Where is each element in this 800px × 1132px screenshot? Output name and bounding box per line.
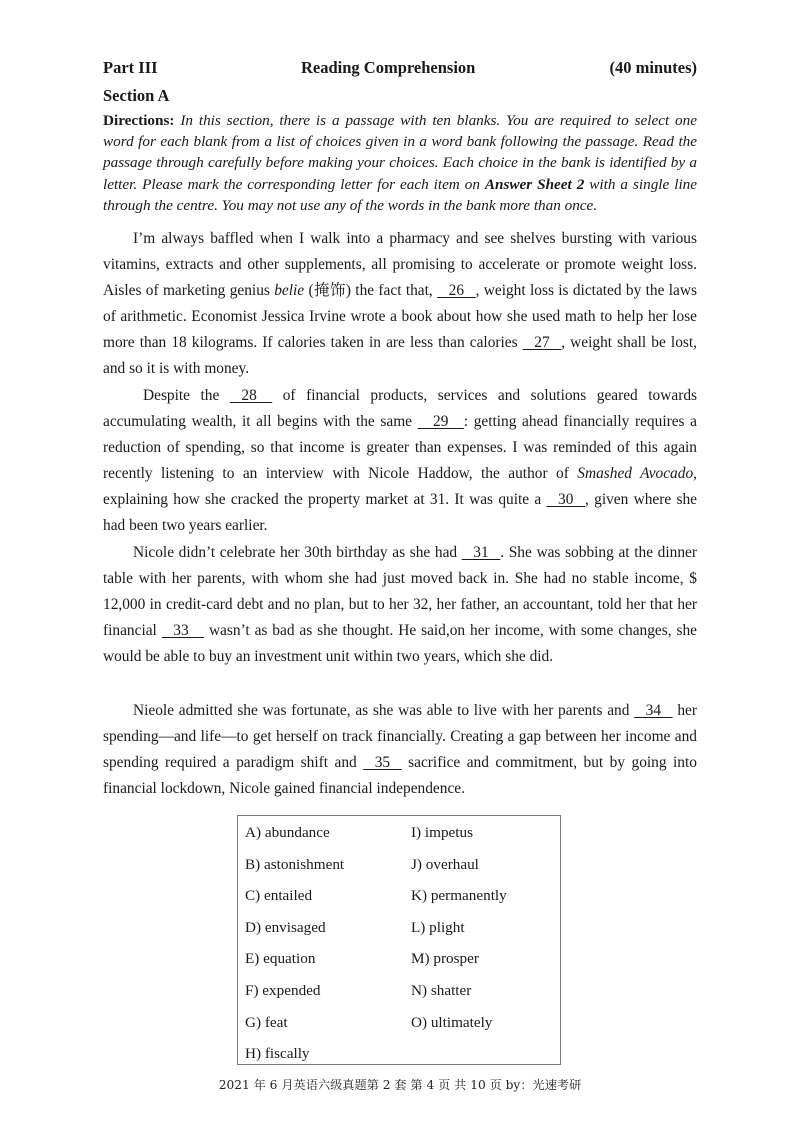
book-title: Smashed Avocado	[577, 465, 694, 482]
word-bank	[237, 815, 561, 1065]
part-header	[103, 58, 697, 80]
text: I’m always baffled when I walk into a pharmacy and see shelves bursting with various vitamins, extracts and other supplements, all promising to accelerate or promote weight loss. Aisles of marketing genius	[103, 230, 697, 299]
blank-34: 34	[634, 702, 673, 719]
text: . She was sobbing at the dinner table with her parents, with whom she had just moved back in. She had no stable income, $ 12,000 in credit-card debt and no plan, but to her 32, her father, an accountant, told her that her financial	[103, 544, 697, 639]
directions-label: Directions:	[103, 112, 175, 129]
text: , explaining how she cracked the property market at 31. It was quite a	[103, 465, 698, 508]
option-g: G) feat	[245, 1013, 288, 1031]
option-d: D) envisaged	[245, 918, 326, 936]
section-title: Section A	[103, 86, 170, 105]
option-m: M) prosper	[411, 950, 479, 968]
text: (掩饰) the fact that,	[304, 282, 438, 299]
option-b: B) astonishment	[245, 855, 345, 873]
time-limit: (40 minutes)	[609, 58, 697, 77]
passage-paragraph-3	[103, 540, 697, 670]
passage-paragraph-1	[103, 226, 697, 382]
passage-paragraph-2	[103, 383, 697, 539]
option-c: C) entailed	[245, 887, 313, 905]
text: wasn’t as bad as she thought. He said,on her income, with some changes, she would be able to buy an investment unit within two years, which she did.	[103, 622, 698, 665]
option-f: F) expended	[245, 981, 321, 999]
directions-text-2: with a single line through the centre. You may not use any of the words in the bank more than once.	[103, 175, 697, 214]
answer-sheet-ref: Answer Sheet 2	[484, 175, 585, 193]
text: her spending—and life—to get herself on track financially. Creating a gap between her income and spending required a paradigm shift and	[103, 702, 697, 771]
option-l: L) plight	[411, 918, 465, 936]
blank-26: 26	[437, 282, 476, 299]
blank-30: 30	[546, 491, 585, 508]
directions	[103, 110, 697, 216]
word-bank-right-column	[411, 822, 507, 1043]
text: , weight loss is dictated by the laws of arithmetic. Economist Jessica Irvine wrote a book about how she used math to help her lose more than 18 kilograms. If calories taken in are less than calories	[103, 282, 697, 351]
option-e: E) equation	[245, 950, 316, 968]
blank-35: 35	[363, 754, 402, 771]
part-title: Reading Comprehension	[301, 58, 476, 77]
text: sacrifice and commitment, but by going into financial lockdown, Nicole gained financial independence.	[103, 754, 697, 797]
text: , weight shall be lost, and so it is with money.	[103, 334, 698, 377]
option-i: I) impetus	[411, 824, 474, 841]
text: : getting ahead financially requires a reduction of spending, so that income is greater than expenses. I was reminded of this again recently listening to an interview with Nicole Haddow, the author of	[103, 413, 697, 482]
blank-27: 27	[522, 334, 562, 351]
blank-31: 31	[461, 544, 501, 561]
text: of financial products, services and solutions geared towards accumulating wealth, it all begins with the same	[103, 387, 698, 430]
blank-28: 28	[229, 387, 273, 404]
option-h: H) fiscally	[245, 1045, 310, 1063]
word-belie: belie	[274, 282, 305, 299]
page-footer: 2021 年 6 月英语六级真题第 2 套 第 4 页 共 10 页 by：光速考研	[218, 1078, 582, 1092]
option-k: K) permanently	[411, 887, 507, 905]
part-label: Part III	[103, 58, 158, 77]
directions-text-1: In this section, there is a passage with ten blanks. You are required to select one word for each blank from a list of choices given in a word bank following the passage. Read the passage through carefully before making your choices. Each choice in the bank is identified by a letter. Please mark the corresponding letter for each item on	[103, 112, 697, 193]
blank-29: 29	[417, 413, 464, 430]
text: Despite the	[143, 387, 230, 404]
text: Nicole didn’t celebrate her 30th birthday as she had	[133, 544, 462, 561]
text: Nieole admitted she was fortunate, as she was able to live with her parents and	[133, 702, 635, 719]
option-a: A) abundance	[245, 824, 330, 841]
option-n: N) shatter	[411, 981, 472, 999]
word-bank-left-column	[245, 822, 344, 1075]
option-o: O) ultimately	[411, 1013, 493, 1031]
blank-33: 33	[161, 622, 205, 639]
option-j: J) overhaul	[411, 855, 479, 873]
text: , given where she had been two years earlier.	[103, 491, 697, 534]
passage-paragraph-4	[103, 698, 697, 802]
